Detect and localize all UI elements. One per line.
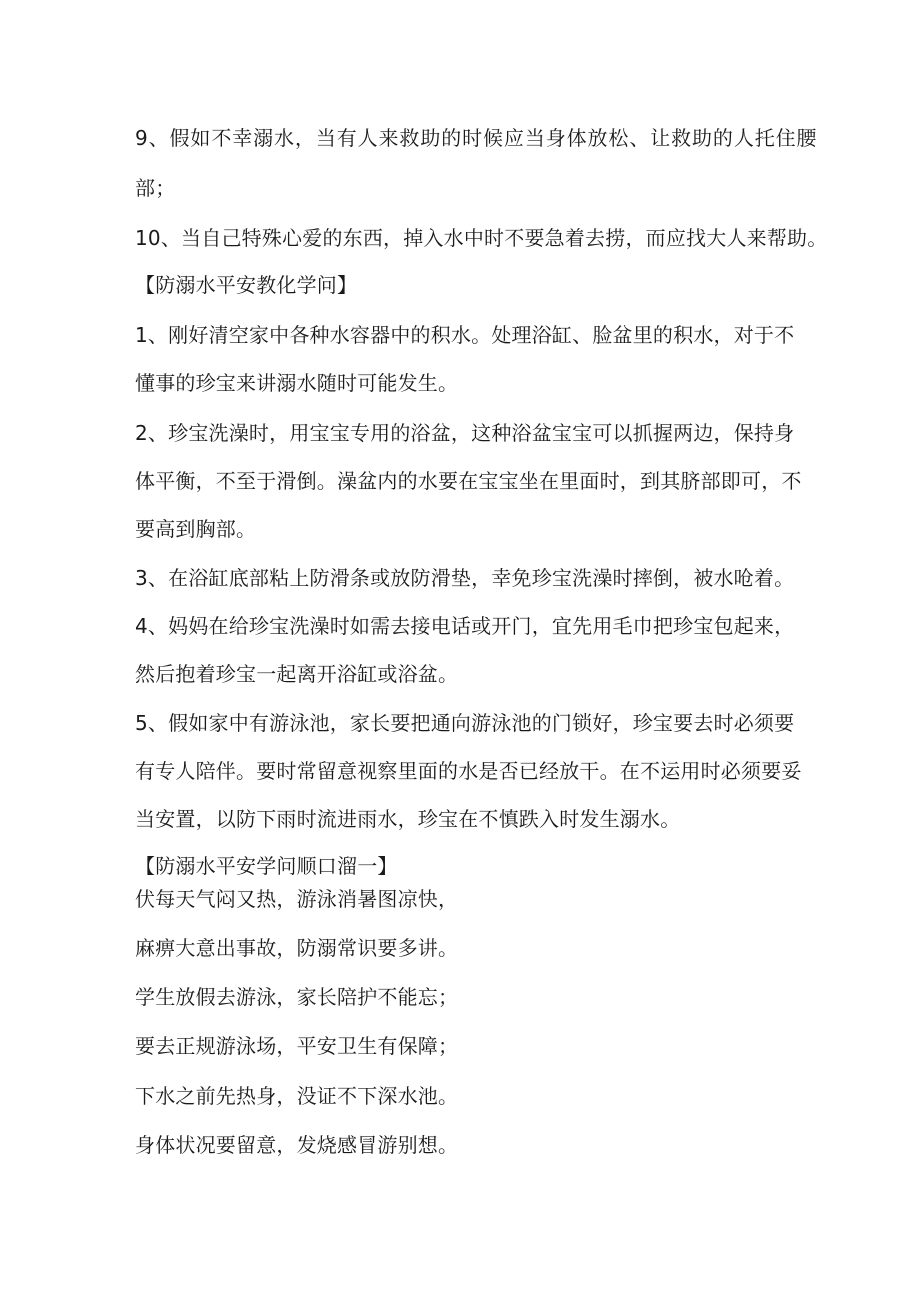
- rhyme-line-4: 要去正规游泳场，平安卫生有保障；: [135, 1034, 459, 1058]
- text-line-10: 3、在浴缸底部粘上防滑条或放防滑垫，幸免珍宝洗澡时摔倒，被水呛着。: [135, 566, 795, 590]
- text-line-7: 2、珍宝洗澡时，用宝宝专用的浴盆，这种浴盆宝宝可以抓握两边，保持身: [135, 421, 795, 445]
- text-line-14: 有专人陪伴。要时常留意视察里面的水是否已经放干。在不运用时必须要妥: [135, 759, 802, 783]
- section-heading-education: 【防溺水平安教化学问】: [135, 273, 358, 297]
- rhyme-line-1: 伏每天气闷又热，游泳消暑图凉快，: [135, 887, 459, 911]
- rhyme-line-3: 学生放假去游泳，家长陪护不能忘；: [135, 985, 459, 1009]
- section-heading-rhyme: 【防溺水平安学问顺口溜一】: [135, 854, 398, 878]
- text-line-15: 当安置，以防下雨时流进雨水，珍宝在不慎跌入时发生溺水。: [135, 807, 681, 831]
- rhyme-line-2: 麻痹大意出事故，防溺常识要多讲。: [135, 936, 459, 960]
- text-line-13: 5、假如家中有游泳池，家长要把通向游泳池的门锁好，珍宝要去时必须要: [135, 711, 795, 735]
- text-line-2: 部；: [135, 176, 176, 200]
- text-line-11: 4、妈妈在给珍宝洗澡时如需去接电话或开门，宜先用毛巾把珍宝包起来，: [135, 614, 795, 638]
- text-line-12: 然后抱着珍宝一起离开浴缸或浴盆。: [135, 662, 459, 686]
- rhyme-line-5: 下水之前先热身，没证不下深水池。: [135, 1084, 459, 1108]
- text-line-8: 体平衡，不至于滑倒。澡盆内的水要在宝宝坐在里面时，到其脐部即可，不: [135, 469, 802, 493]
- text-line-5: 1、刚好清空家中各种水容器中的积水。处理浴缸、脸盆里的积水，对于不: [135, 323, 795, 347]
- text-line-6: 懂事的珍宝来讲溺水随时可能发生。: [135, 371, 459, 395]
- rhyme-line-6: 身体状况要留意，发烧感冒游别想。: [135, 1133, 459, 1157]
- text-line-1: 9、假如不幸溺水，当有人来救助的时候应当身体放松、让救助的人托住腰: [135, 126, 818, 150]
- text-line-3: 10、当自己特殊心爱的东西，掉入水中时不要急着去捞，而应找大人来帮助。: [135, 226, 828, 250]
- text-line-9: 要高到胸部。: [135, 517, 257, 541]
